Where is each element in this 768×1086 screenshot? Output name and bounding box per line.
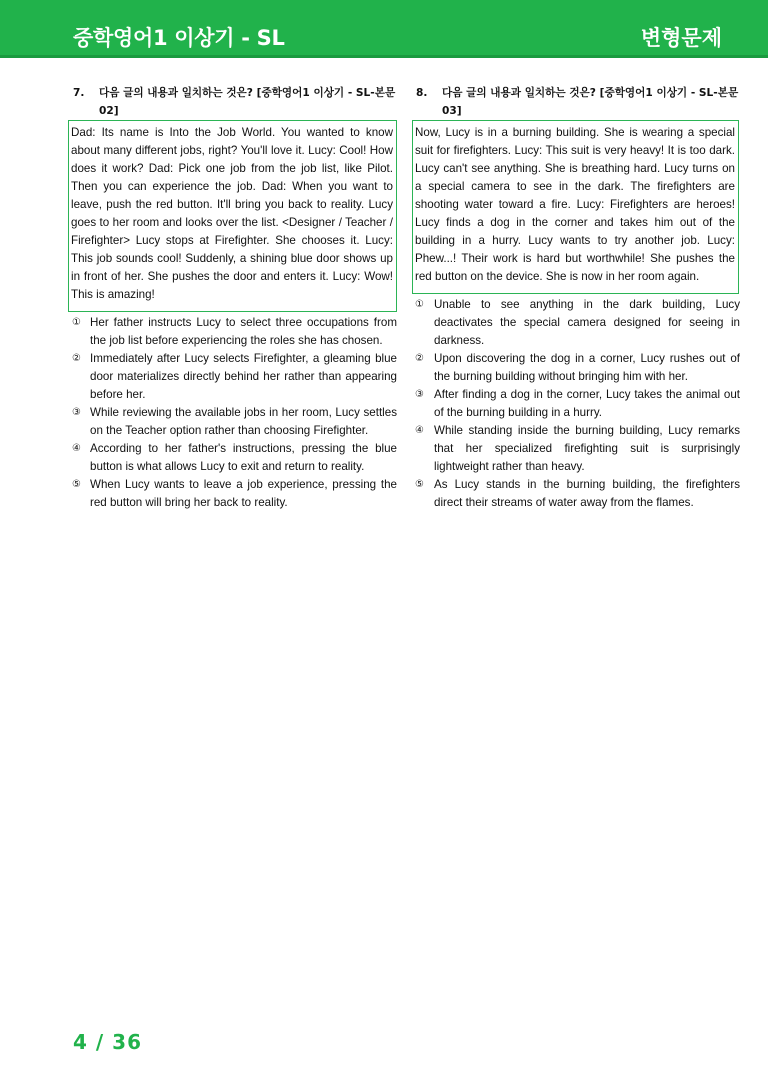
question-8 (415, 84, 740, 512)
option-4[interactable] (415, 422, 740, 476)
question-header (72, 84, 397, 120)
passage-box: Now, Lucy is in a burning building. She is wearing a special suit for firefighters. Lucy: This suit is very heavy! It is too dark. Lucy can't see anything. She is breathing hard. Lucy turns on a special camera to see in the dark. The firefighters are shooting water toward a fire. Lucy: Firefighters are heroes! Lucy finds a dog in the corner and takes him out of the building in a hurry. Lucy wants to try another job. Lucy: Phew...! Their work is hard but worthwhile! She pushes the red button on the device. She is now in her room again. (412, 120, 739, 294)
option-mark: ① (72, 317, 81, 328)
option-2[interactable] (72, 350, 397, 404)
option-3[interactable] (72, 404, 397, 440)
answer-options (415, 296, 740, 512)
header-section-label: 변형문제 (640, 26, 722, 50)
option-text: After finding a dog in the corner, Lucy takes the animal out of the burning building in a hurry. (434, 388, 740, 419)
option-text: Immediately after Lucy selects Firefighter, a gleaming blue door materializes directly behind her rather than appearing before her. (90, 352, 397, 401)
question-prompt: 다음 글의 내용과 일치하는 것은? [중학영어1 이상기 - SL-본문 03] (442, 87, 739, 117)
option-text: Her father instructs Lucy to select three occupations from the job list before experiencing the roles she has chosen. (90, 316, 397, 347)
header-title: 중학영어1 이상기 - SL (73, 26, 285, 50)
option-1[interactable] (72, 314, 397, 350)
answer-options (72, 314, 397, 512)
option-text: When Lucy wants to leave a job experience, pressing the red button will bring her back to reality. (90, 478, 397, 509)
question-number: 8. (416, 87, 428, 99)
question-header (415, 84, 740, 120)
passage-box: Dad: Its name is Into the Job World. You wanted to know about many different jobs, right? You'll love it. Lucy: Cool! How does it work? Dad: Pick one job from the job list, like Pilot. Then you can experience the job. Dad: When you want to leave, push the red button. It'll bring you back to reality. Lucy goes to her room and looks over the list. <Designer / Teacher / Firefighter> Lucy stops at Firefighter. She chooses it. Lucy: This job sounds cool! Suddenly, a shining blue door shows up in front of her. She pushes the door and enters it. Lucy: Wow! This is amazing! (68, 120, 397, 312)
option-mark: ⑤ (415, 479, 424, 490)
option-text: According to her father's instructions, pressing the blue button is what allows Lucy to exit and return to reality. (90, 442, 397, 473)
option-mark: ② (415, 353, 424, 364)
option-mark: ⑤ (72, 479, 81, 490)
option-mark: ④ (415, 425, 424, 436)
option-mark: ② (72, 353, 81, 364)
option-1[interactable] (415, 296, 740, 350)
option-text: As Lucy stands in the burning building, the firefighters direct their streams of water away from the flames. (434, 478, 740, 509)
option-text: While standing inside the burning building, Lucy remarks that her specialized firefighting suit is surprisingly lightweight rather than heavy. (434, 424, 740, 473)
option-mark: ① (415, 299, 424, 310)
option-5[interactable] (415, 476, 740, 512)
option-text: While reviewing the available jobs in her room, Lucy settles on the Teacher option rather than choosing Firefighter. (90, 406, 397, 437)
option-2[interactable] (415, 350, 740, 386)
option-4[interactable] (72, 440, 397, 476)
option-3[interactable] (415, 386, 740, 422)
question-number: 7. (73, 87, 85, 99)
option-mark: ③ (415, 389, 424, 400)
question-prompt: 다음 글의 내용과 일치하는 것은? [중학영어1 이상기 - SL-본문 02] (99, 87, 396, 117)
option-5[interactable] (72, 476, 397, 512)
page-header (0, 0, 768, 58)
option-text: Unable to see anything in the dark building, Lucy deactivates the special camera designed for seeing in darkness. (434, 298, 740, 347)
option-mark: ④ (72, 443, 81, 454)
option-mark: ③ (72, 407, 81, 418)
question-7 (72, 84, 397, 512)
page-number: 4 / 36 (73, 1030, 142, 1054)
option-text: Upon discovering the dog in a corner, Lucy rushes out of the burning building without bringing him with her. (434, 352, 740, 383)
